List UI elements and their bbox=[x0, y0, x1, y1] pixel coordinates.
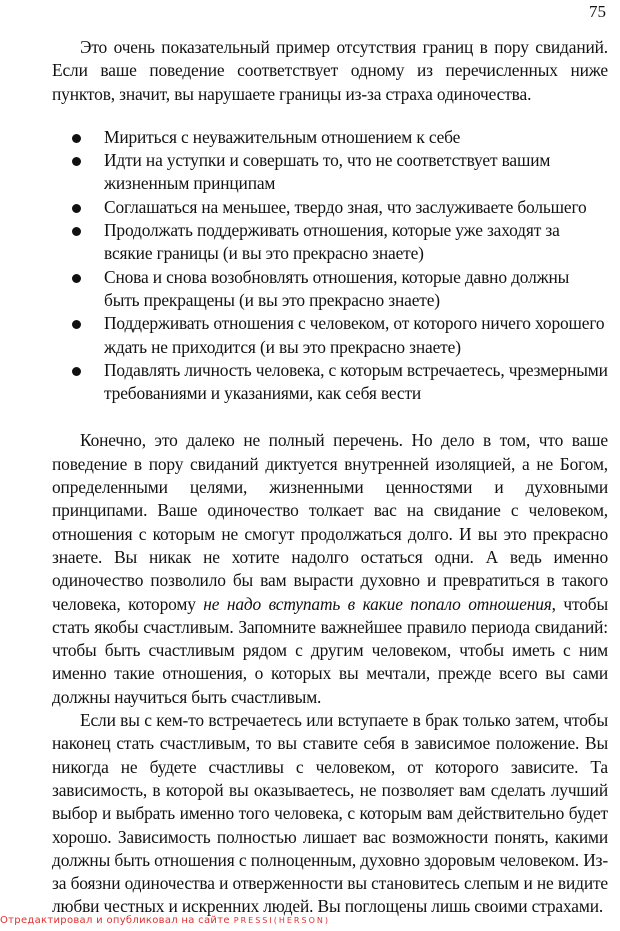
page-body bbox=[52, 36, 608, 919]
bullet-dot-icon bbox=[72, 274, 81, 283]
bullet-text: Идти на уступки и совершать то, что не соответствует вашим жизненным принципам bbox=[104, 150, 551, 194]
footer-text: Отредактировал и опубликовал на сайте bbox=[0, 915, 230, 926]
paragraph-2-text-start: Конечно, это далеко не полный перечень. Но дело в том, что ваше поведение в пору свиданий диктуется внутренней изоляцией, а не Богом, определенными целями, жизненными ценностями и духовными принципами. Ваше одиночество толкает вас на свидание с человеком, отношения с которым не смогут продолжаться долго. И вы это прекрасно знаете. Вы никак не хотите надолго остаться одни. А ведь именно одиночество позволило бы вам вырасти духовно и превратиться в такого человека, которому bbox=[52, 430, 608, 614]
body-paragraph-2 bbox=[52, 429, 608, 709]
body-paragraph-3: Если вы с кем-то встречаетесь или вступаете в брак только затем, чтобы наконец стать счастливым, то вы ставите себя в зависимое положение. Вы никогда не будете счастливы с человеком, от которого зависите. Та зависимость, в которой вы оказываетесь, не позволяет вам сделать лучший выбор и выбрать именно того человека, с которым вам действительно будет хорошо. Зависимость полностью лишает вас возможности понять, какими должны быть отношения с полноценным, духовно здоровым человеком. Из-за боязни одиночества и отверженности вы становитесь слепым и не видите любви честных и искренних людей. Вы поглощены лишь своими страхами. bbox=[52, 710, 608, 917]
bullet-dot-icon bbox=[72, 157, 81, 166]
bullet-item bbox=[104, 126, 608, 149]
bullet-text: Снова и снова возобновлять отношения, которые давно должны быть прекращены (и вы это прекрасно знаете) bbox=[104, 266, 570, 310]
footer-credit bbox=[0, 915, 330, 927]
bullet-dot-icon bbox=[72, 204, 81, 213]
bullet-item bbox=[104, 219, 608, 266]
bullet-dot-icon bbox=[72, 367, 81, 376]
bullet-item bbox=[104, 359, 608, 406]
bullet-item bbox=[104, 196, 608, 219]
intro-paragraph: Это очень показательный пример отсутствия границ в пору свиданий. Если ваше поведение соответствует одному из перечисленных ниже пунктов, значит, вы нарушаете границы из-за страха одиночества. bbox=[52, 37, 608, 104]
paragraph-2-text-end: , чтобы стать якобы счастливым. Запомните важнейшее правило периода свиданий: чтобы быть счастливым рядом с другим человеком, чтобы иметь с ним именно такие отношения, о которых вы мечтали, прежде всего вы сами должны научиться быть счастливым. bbox=[52, 593, 608, 707]
bullet-dot-icon bbox=[72, 134, 81, 143]
bullet-text: Продолжать поддерживать отношения, которые уже заходят за всякие границы (и вы это прекрасно знаете) bbox=[104, 220, 560, 264]
bullet-item bbox=[104, 266, 608, 313]
bullet-list bbox=[52, 126, 608, 406]
page-number: 75 bbox=[589, 2, 606, 21]
bullet-text: Соглашаться на меньшее, твердо зная, что заслуживаете большего bbox=[104, 196, 587, 217]
bullet-text: Поддерживать отношения с человеком, от которого ничего хорошего ждать не приходится (и вы это прекрасно знаете) bbox=[104, 313, 605, 357]
bullet-text: Мириться с неуважительным отношением к себе bbox=[104, 126, 461, 147]
paragraph-2-emphasis: не надо вступать в какие попало отношения bbox=[203, 593, 552, 614]
bullet-dot-icon bbox=[72, 227, 81, 236]
footer-brand: PRESSI(HERSON) bbox=[233, 916, 330, 925]
bullet-item bbox=[104, 312, 608, 359]
bullet-text: Подавлять личность человека, с которым встречаетесь, чрезмерными требованиями и указаниями, как себя вести bbox=[104, 359, 608, 404]
bullet-item bbox=[104, 149, 608, 196]
bullet-dot-icon bbox=[72, 320, 81, 329]
